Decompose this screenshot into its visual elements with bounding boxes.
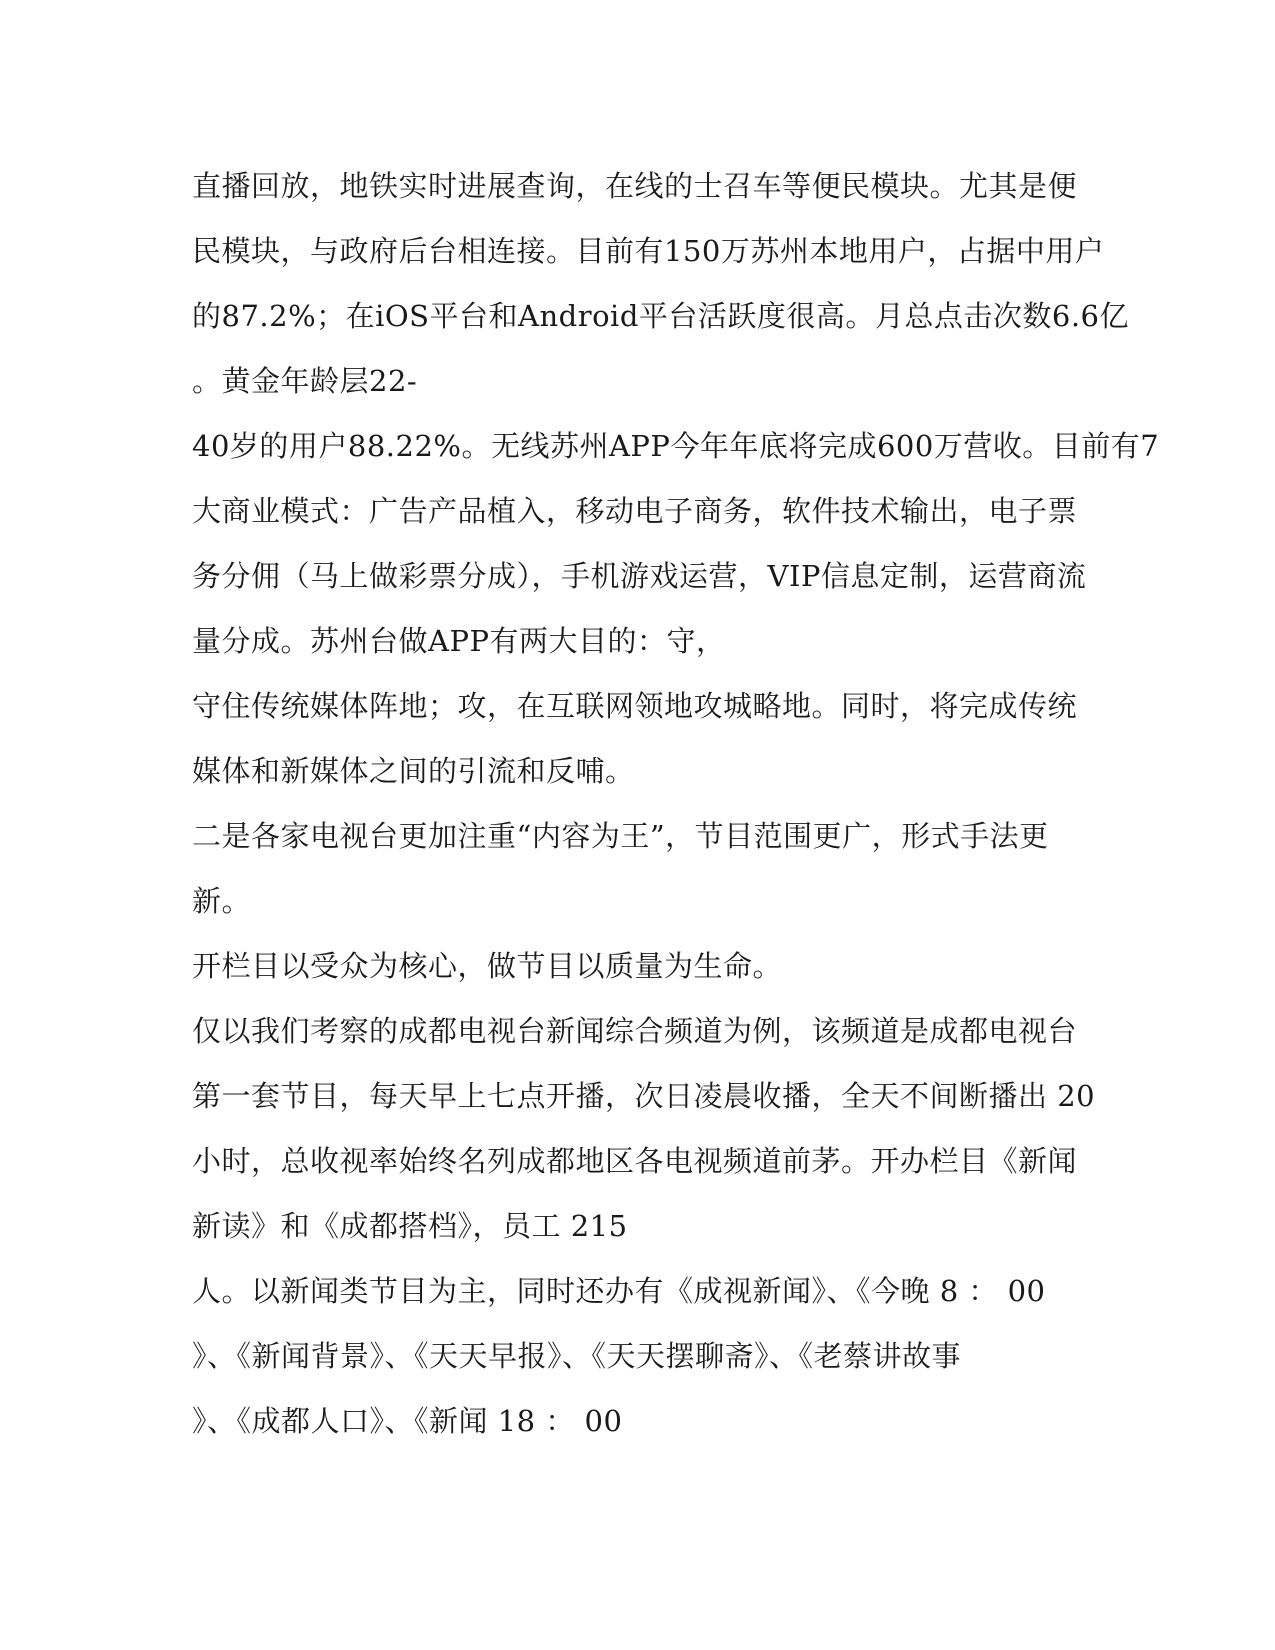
- text-line: 的87.2%；在iOS平台和Android平台活跃度很高。月总点击次数6.6亿: [192, 299, 1130, 333]
- text-line: 大商业模式：广告产品植入，移动电子商务，软件技术输出，电子票: [192, 494, 1078, 528]
- text-line: 小时，总收视率始终名列成都地区各电视频道前茅。开办栏目《新闻: [192, 1144, 1078, 1178]
- text-line: 》、《新闻背景》、《天天早报》、《天天摆聊斋》、《老蔡讲故事: [192, 1339, 962, 1373]
- text-line: 第一套节目，每天早上七点开播，次日凌晨收播，全天不间断播出 20: [192, 1079, 1096, 1113]
- text-line: 民模块，与政府后台相连接。目前有150万苏州本地用户，占据中用户: [192, 234, 1105, 268]
- text-line: 仅以我们考察的成都电视台新闻综合频道为例，该频道是成都电视台: [192, 1014, 1078, 1048]
- text-line: 直播回放，地铁实时进展查询，在线的士召车等便民模块。尤其是便: [192, 169, 1078, 203]
- text-line: 量分成。苏州台做APP有两大目的：守，: [192, 624, 726, 658]
- text-line: 媒体和新媒体之间的引流和反哺。: [192, 754, 635, 788]
- text-line: 二是各家电视台更加注重“内容为王”，节目范围更广，形式手法更: [192, 819, 1049, 853]
- body-text: [192, 154, 1160, 1454]
- text-line: 守住传统媒体阵地；攻，在互联网领地攻城略地。同时，将完成传统: [192, 689, 1078, 723]
- text-line: 务分佣（马上做彩票分成），手机游戏运营，VIP信息定制，运营商流: [192, 559, 1087, 593]
- text-line: 》、《成都人口》、《新闻 18 ： 00: [192, 1404, 623, 1438]
- text-line: 。黄金年龄层22-: [192, 364, 418, 398]
- text-line: 开栏目以受众为核心，做节目以质量为生命。: [192, 949, 783, 983]
- text-line: 40岁的用户88.22%。无线苏州APP今年年底将完成600万营收。目前有7: [192, 429, 1160, 463]
- text-line: 新。: [192, 884, 252, 918]
- text-line: 新读》和《成都搭档》，员工 215: [192, 1209, 628, 1243]
- text-line: 人。以新闻类节目为主，同时还办有《成视新闻》、《今晚 8 ： 00: [192, 1274, 1046, 1308]
